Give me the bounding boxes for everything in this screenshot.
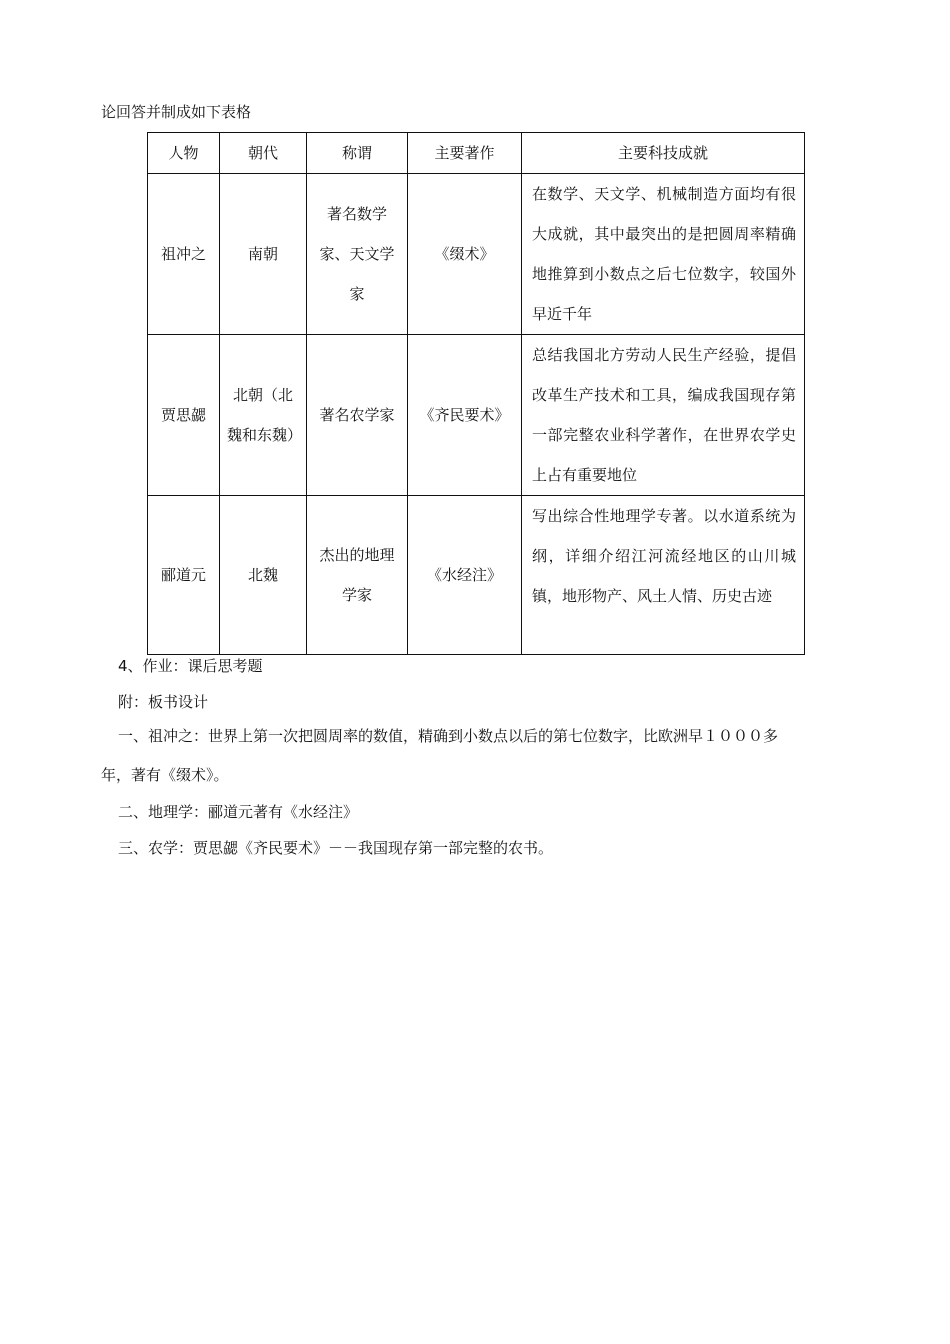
cell-dynasty: 北魏 [220,496,307,655]
board-item-two: 二、地理学：郦道元著有《水经注》 [118,803,359,821]
cell-person: 祖冲之 [148,174,220,335]
table-header-row [148,133,805,174]
cell-person: 贾思勰 [148,335,220,496]
intro-text: 论回答并制成如下表格 [101,103,252,121]
table-row [148,335,805,496]
cell-achievement: 总结我国北方劳动人民生产经验，提倡改革生产技术和工具，编成我国现存第一部完整农业科学著作，在世界农学史上占有重要地位 [522,335,805,496]
header-person: 人物 [148,133,220,174]
cell-work: 《齐民要术》 [408,335,522,496]
homework-line: 4、作业：课后思考题 [118,657,263,675]
cell-title: 著名数学家、天文学家 [307,174,408,335]
header-dynasty: 朝代 [220,133,307,174]
table-row [148,496,805,655]
cell-achievement: 写出综合性地理学专著。以水道系统为纲，详细介绍江河流经地区的山川城镇，地形物产、风土人情、历史古迹 [522,496,805,655]
board-item-three: 三、农学：贾思勰《齐民要术》－－我国现存第一部完整的农书。 [118,839,554,857]
cell-dynasty: 南朝 [220,174,307,335]
cell-title: 杰出的地理学家 [307,496,408,655]
cell-achievement: 在数学、天文学、机械制造方面均有很大成就，其中最突出的是把圆周率精确地推算到小数点之后七位数字，较国外早近千年 [522,174,805,335]
header-title: 称谓 [307,133,408,174]
cell-work: 《水经注》 [408,496,522,655]
cell-person: 郦道元 [148,496,220,655]
cell-title: 著名农学家 [307,335,408,496]
table-row [148,174,805,335]
board-item-one: 一、祖冲之：世界上第一次把圆周率的数值，精确到小数点以后的第七位数字，比欧洲早１０００多 [118,727,779,745]
scientists-table [147,132,805,655]
board-item-one-continued: 年，著有《缀术》。 [101,766,229,784]
cell-dynasty: 北朝（北魏和东魏） [220,335,307,496]
cell-work: 《缀术》 [408,174,522,335]
header-work: 主要著作 [408,133,522,174]
appendix-heading: 附：板书设计 [118,693,209,711]
header-achievement: 主要科技成就 [522,133,805,174]
